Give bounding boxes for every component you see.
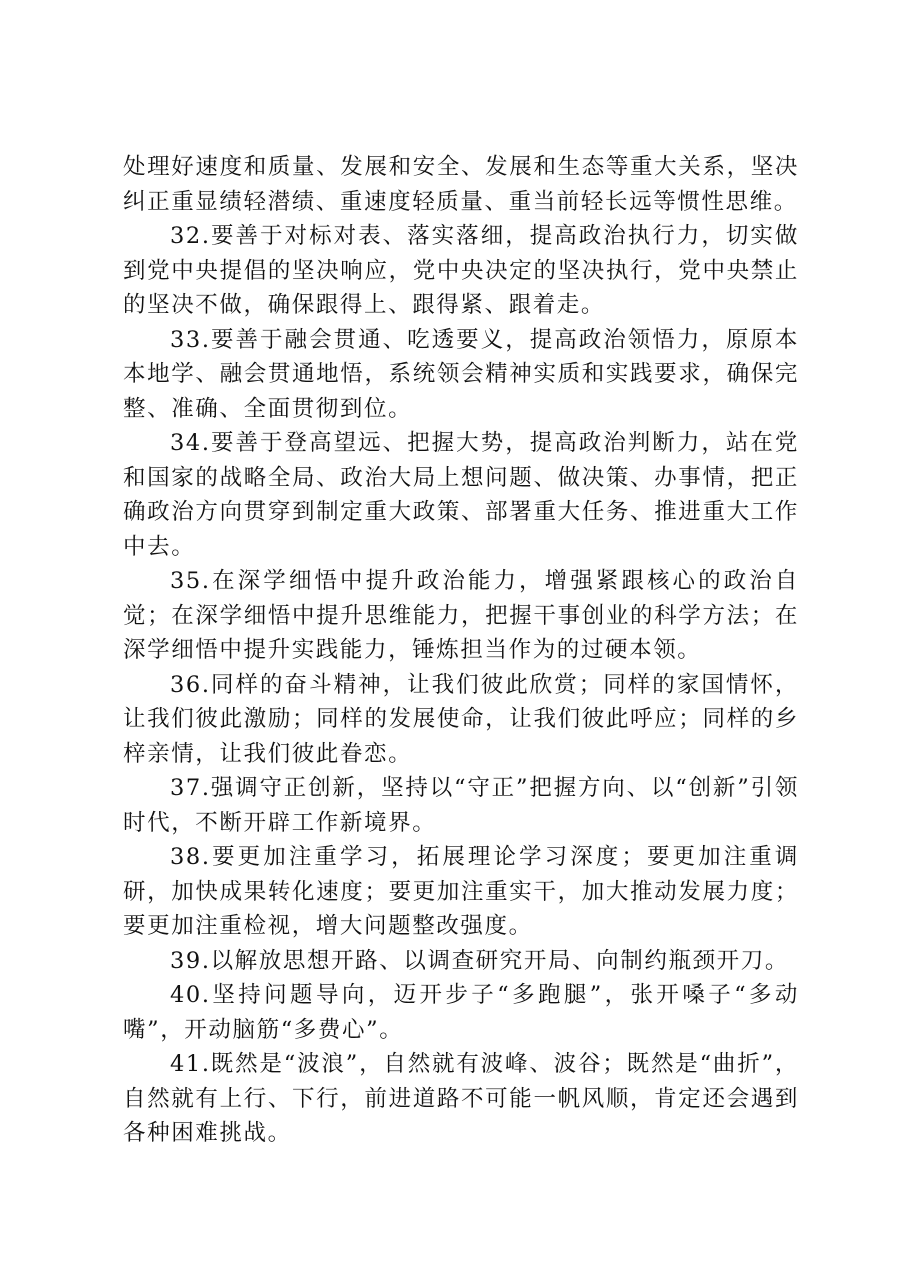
document-page xyxy=(123,150,799,1151)
paragraph-40: 40.坚持问题导向，迈开步子“多跑腿”，张开嗓子“多动嘴”，开动脑筋“多费心”。 xyxy=(123,982,799,1043)
paragraph-36: 36.同样的奋斗精神，让我们彼此欣赏；同样的家国情怀，让我们彼此激励；同样的发展使命，让我们彼此呼应；同样的乡梓亲情，让我们彼此眷恋。 xyxy=(123,671,799,767)
paragraph-35: 35.在深学细悟中提升政治能力，增强紧跟核心的政治自觉；在深学细悟中提升思维能力，把握干事创业的科学方法；在深学细悟中提升实践能力，锤炼担当作为的过硬本领。 xyxy=(123,568,799,663)
paragraph-33: 33.要善于融会贯通、吃透要义，提高政治领悟力，原原本本地学、融会贯通地悟，系统领会精神实质和实践要求，确保完整、准确、全面贯彻到位。 xyxy=(123,326,799,422)
paragraph-34: 34.要善于登高望远、把握大势，提高政治判断力，站在党和国家的战略全局、政治大局上想问题、做决策、办事情，把正确政治方向贯穿到制定重大政策、部署重大任务、推进重大工作中去。 xyxy=(123,430,799,560)
paragraph-39: 39.以解放思想开路、以调查研究开局、向制约瓶颈开刀。 xyxy=(170,947,789,974)
paragraph-continuation: 处理好速度和质量、发展和安全、发展和生态等重大关系，坚决纠正重显绩轻潜绩、重速度轻质量、重当前轻长远等惯性思维。 xyxy=(123,154,799,215)
paragraph-32: 32.要善于对标对表、落实落细，提高政治执行力，切实做到党中央提倡的坚决响应，党中央决定的坚决执行，党中央禁止的坚决不做，确保跟得上、跟得紧、跟着走。 xyxy=(123,223,799,318)
paragraph-38: 38.要更加注重学习，拓展理论学习深度；要更加注重调研，加快成果转化速度；要更加注重实干，加大推动发展力度；要更加注重检视，增大问题整改强度。 xyxy=(123,844,799,939)
paragraph-41: 41.既然是“波浪”，自然就有波峰、波谷；既然是“曲折”，自然就有上行、下行，前进道路不可能一帆风顺，肯定还会遇到各种困难挑战。 xyxy=(123,1051,799,1146)
paragraph-37: 37.强调守正创新，坚持以“守正”把握方向、以“创新”引领时代，不断开辟工作新境界。 xyxy=(123,775,799,836)
